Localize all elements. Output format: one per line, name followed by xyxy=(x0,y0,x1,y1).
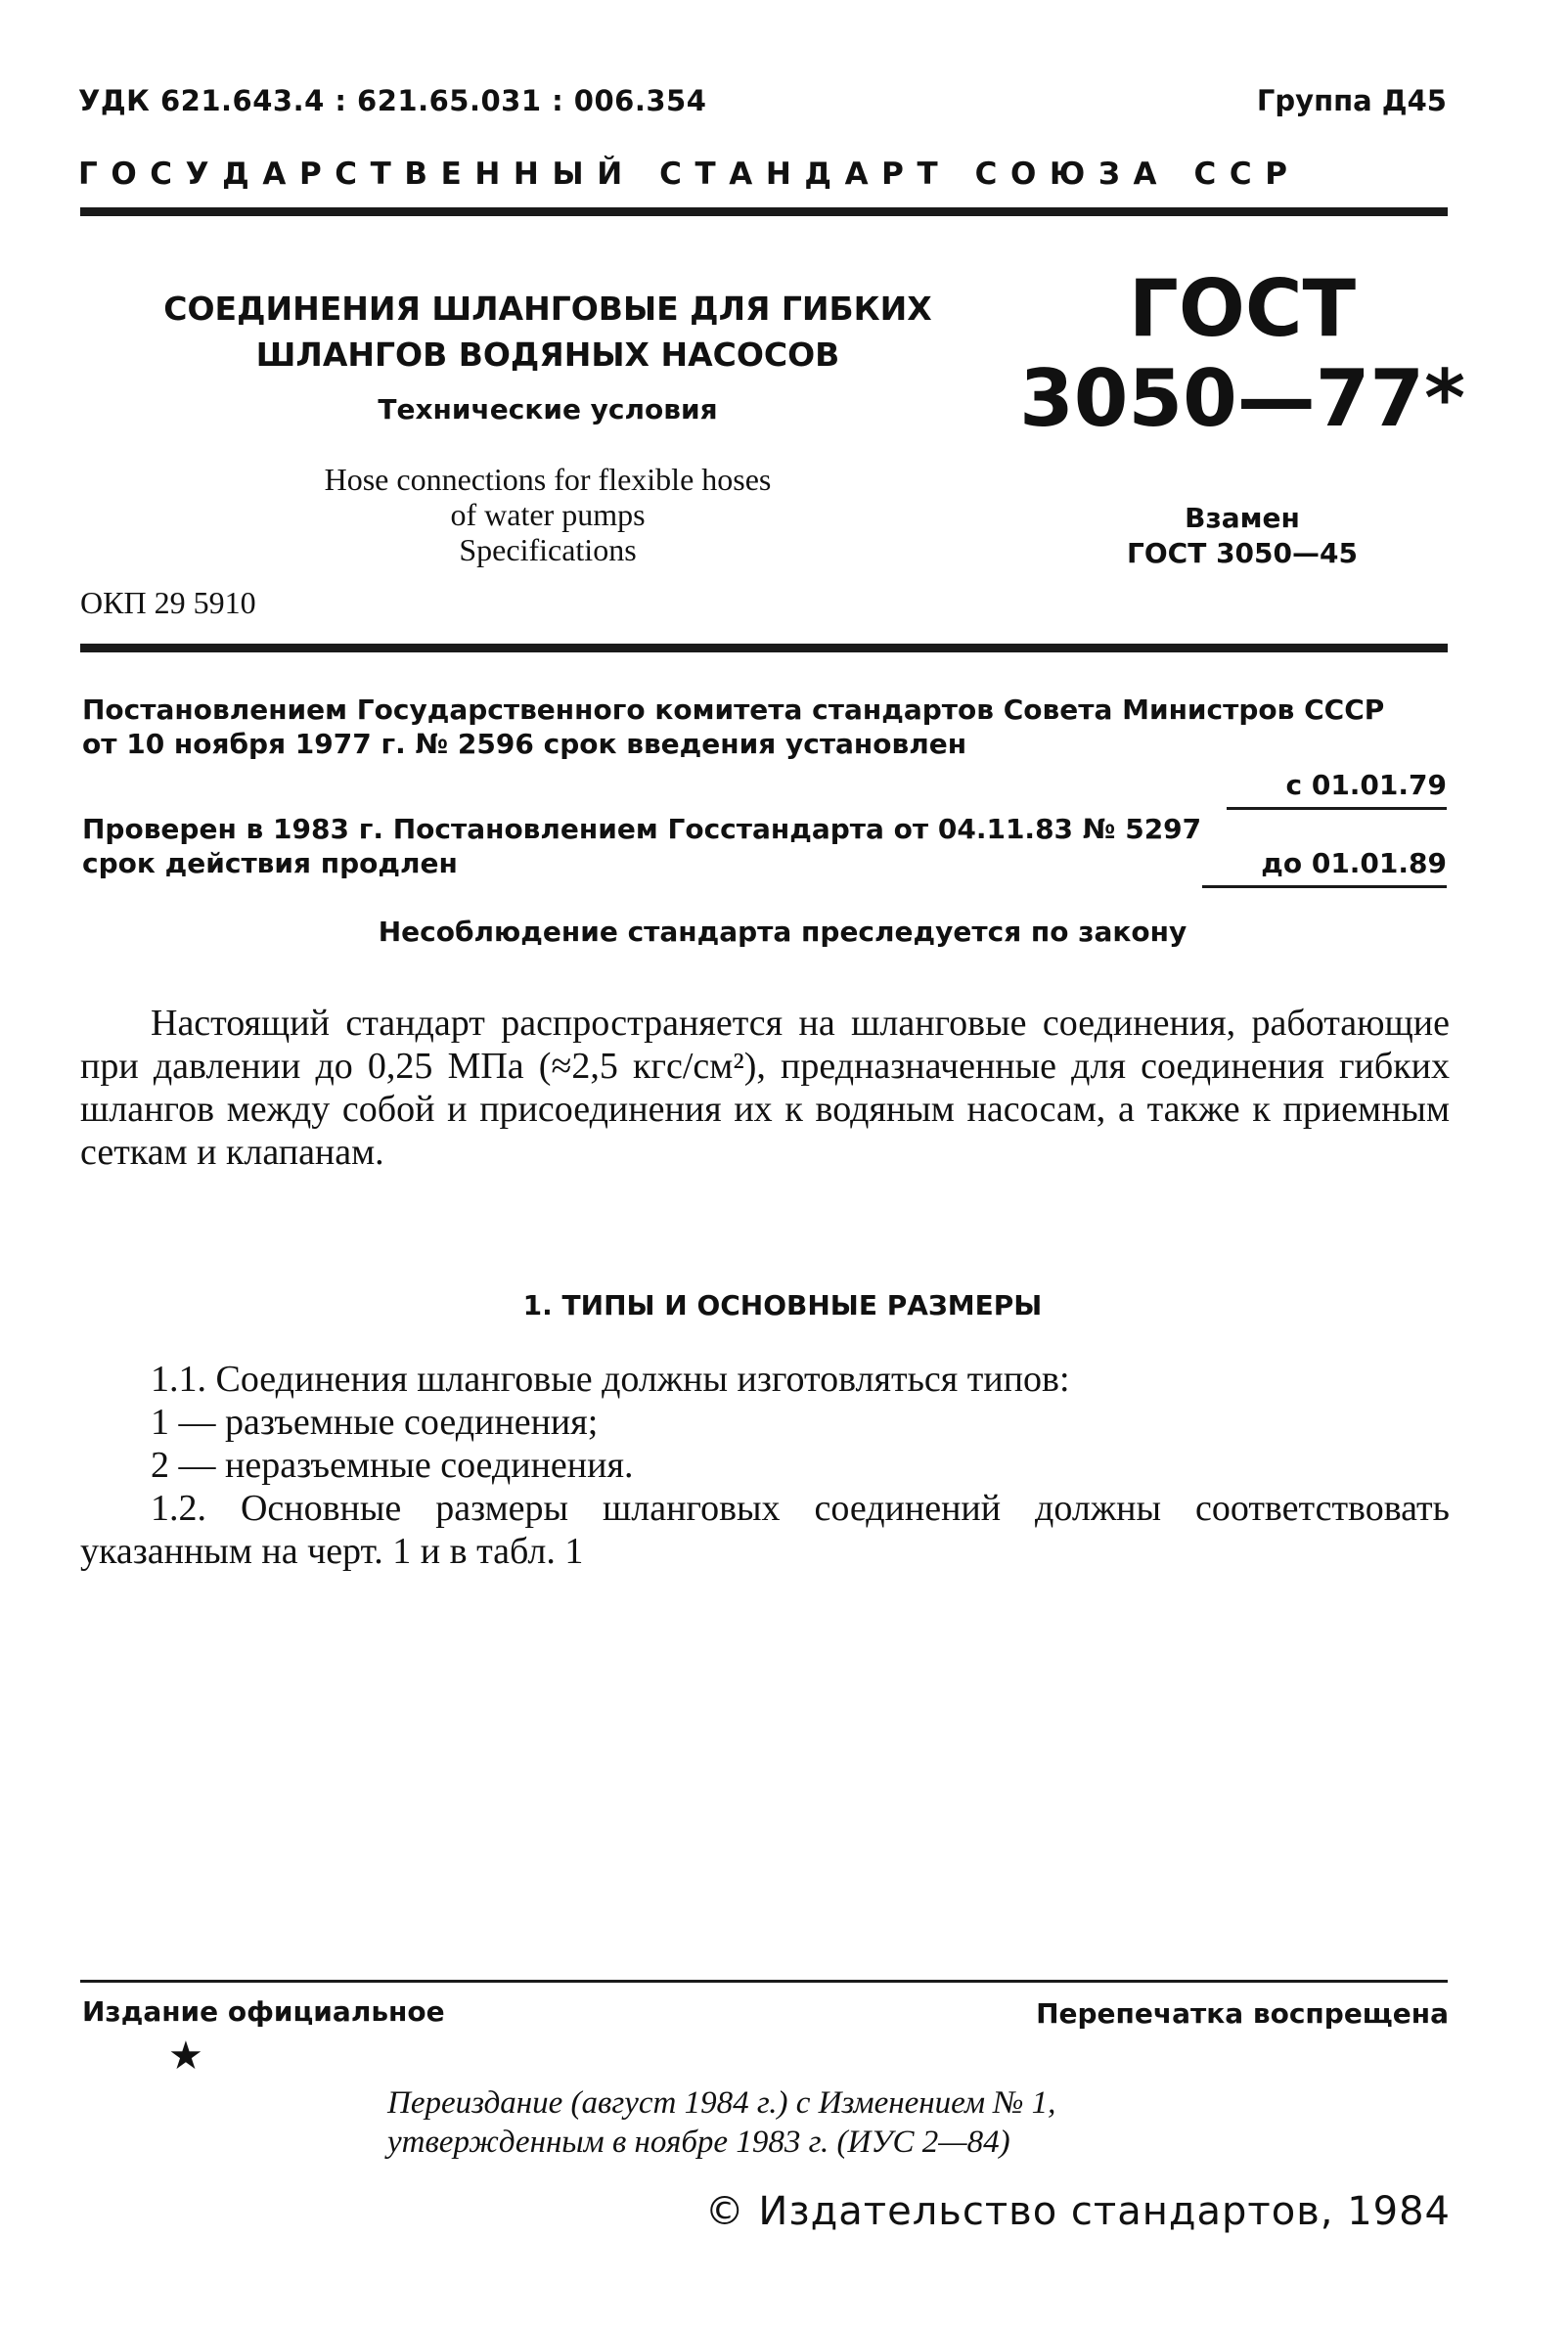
star-icon: ★ xyxy=(168,2034,203,2078)
replaces-label: Взамен xyxy=(1185,502,1300,534)
reissue-line: Переиздание (август 1984 г.) с Изменением № 1, xyxy=(387,2085,1056,2121)
legal-notice: Несоблюдение стандарта преследуется по закону xyxy=(378,916,1187,948)
decree-line: от 10 ноября 1977 г. № 2596 срок введения установлен xyxy=(82,728,967,760)
effective-date: с 01.01.79 xyxy=(1227,769,1447,810)
gost-label: ГОСТ xyxy=(1128,263,1357,354)
udk-code: УДК 621.643.4 : 621.65.031 : 006.354 xyxy=(78,84,707,117)
okp-code: ОКП 29 5910 xyxy=(80,585,256,620)
title-rule xyxy=(80,644,1448,652)
reissue-note xyxy=(387,2083,1268,2162)
revision-line: срок действия продлен xyxy=(82,847,458,879)
clause-1-1: 1.1. Соединения шланговые должны изготовляться типов: xyxy=(151,1359,1070,1400)
revision-text xyxy=(82,812,1236,880)
revision-line: Проверен в 1983 г. Постановлением Госстандарта от 04.11.83 № 5297 xyxy=(82,813,1202,845)
footer-rule xyxy=(80,1980,1448,1983)
decree-text xyxy=(82,693,1452,761)
title-en-line: Specifications xyxy=(459,532,637,567)
group-code: Группа Д45 xyxy=(1256,84,1447,117)
section-heading: 1. ТИПЫ И ОСНОВНЫЕ РАЗМЕРЫ xyxy=(522,1289,1043,1321)
copyright-line: © Издательство стандартов, 1984 xyxy=(704,2189,1451,2234)
title-ru-line: СОЕДИНЕНИЯ ШЛАНГОВЫЕ ДЛЯ ГИБКИХ xyxy=(163,290,932,328)
type-item: 2 — неразъемные соединения. xyxy=(151,1445,634,1486)
type-item: 1 — разъемные соединения; xyxy=(151,1402,599,1443)
document-subtitle-ru: Технические условия xyxy=(378,393,718,425)
title-en-line: of water pumps xyxy=(450,497,646,532)
reprint-notice: Перепечатка воспрещена xyxy=(1036,1997,1449,2030)
header-rule xyxy=(80,207,1448,216)
replaces-block xyxy=(1017,501,1467,571)
reissue-line: утвержденным в ноябре 1983 г. (ИУС 2—84) xyxy=(387,2125,1010,2160)
document-title-ru xyxy=(147,286,949,378)
standard-title: ГОСУДАРСТВЕННЫЙ СТАНДАРТ СОЮЗА ССР xyxy=(78,157,1301,192)
document-title-en xyxy=(147,462,949,567)
clause-1-2: 1.2. Основные размеры шланговых соединений должны соответствовать указанным на черт. 1 и в табл. 1 xyxy=(80,1488,1450,1572)
gost-number xyxy=(1017,264,1467,444)
intro-paragraph: Настоящий стандарт распространяется на шланговые соединения, работающие при давлении до 0,25 МПа (≈2,5 кгс/см²), предназначенные для соединения гибких шлангов между собой и присоединения их к водяным насосам, а также к приемным сеткам и клапанам. xyxy=(80,1003,1450,1173)
decree-line: Постановлением Государственного комитета стандартов Совета Министров СССР xyxy=(82,694,1385,726)
title-en-line: Hose connections for flexible hoses xyxy=(324,462,772,497)
official-edition-label: Издание официальное xyxy=(82,1995,445,2028)
replaces-value: ГОСТ 3050—45 xyxy=(1127,537,1358,569)
gost-designation: 3050—77* xyxy=(1019,353,1465,444)
title-ru-line: ШЛАНГОВ ВОДЯНЫХ НАСОСОВ xyxy=(255,336,840,374)
expiry-date: до 01.01.89 xyxy=(1202,847,1447,888)
